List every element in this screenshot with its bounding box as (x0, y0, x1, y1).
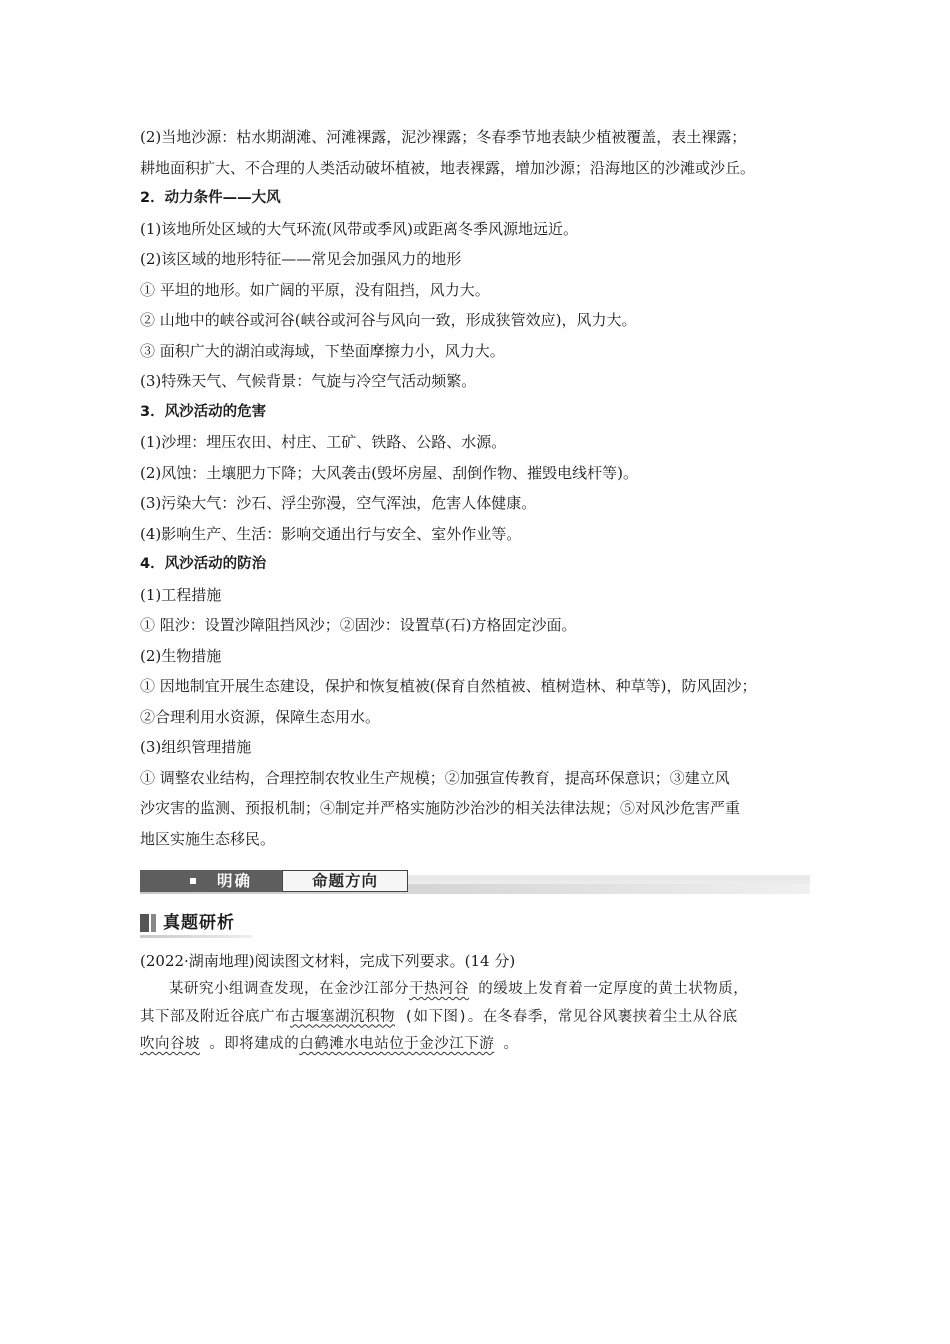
emphasis-underline: 古堰塞湖沉积物 (290, 1008, 395, 1025)
emphasis-underline: 白鹤滩水电站位于金沙江下游 (299, 1036, 495, 1052)
text-line: (2)该区域的地形特征——常见会加强风力的地形 (140, 250, 462, 268)
text-line: ① 阻沙：设置沙障阻挡风沙；②固沙：设置草(石)方格固定沙面。 (140, 616, 577, 634)
emphasis-underline: 吹向谷坡 (140, 1036, 200, 1052)
text-line: (3)特殊天气、气候背景：气旋与冷空气活动频繁。 (140, 372, 477, 390)
text-line: (4)影响生产、生活：影响交通出行与安全、室外作业等。 (140, 524, 522, 543)
text-line: (2)生物措施 (140, 646, 222, 665)
text-line: ③ 面积广大的湖泊或海域，下垫面摩擦力小，风力大。 (140, 341, 505, 360)
text-line: ②合理利用水资源，保障生态用水。 (140, 707, 381, 726)
text-line: ① 平坦的地形。如广阔的平原，没有阻挡，风力大。 (140, 280, 490, 299)
banner-light-tab: 命题方向 (282, 870, 408, 892)
text-line: (1)该地所处区域的大气环流(风带或季风)或距离冬季风源地远近。 (140, 219, 578, 238)
subheading-label: 真题研析 (163, 913, 235, 933)
emphasis-underline: 干热河谷 (409, 981, 469, 997)
text-line: (2)风蚀：土壤肥力下降；大风袭击(毁坏房屋、刮倒作物、摧毁电线杆等)。 (140, 463, 638, 482)
text-line: (3)组织管理措施 (140, 738, 252, 756)
banner-dark-label: 明确 (217, 872, 253, 890)
text-line: (1)沙埋：埋压农田、村庄、工矿、铁路、公路、水源。 (140, 433, 507, 451)
text-line: (3)污染大气：沙石、浮尘弥漫，空气浑浊，危害人体健康。 (140, 494, 537, 512)
section-heading: 2．动力条件——大风 (140, 190, 281, 206)
section-sand-source (140, 122, 820, 183)
banner-dark-tab (140, 870, 282, 892)
section-heading: 3．风沙活动的危害 (140, 403, 267, 420)
question-material (140, 976, 820, 1059)
subheading-underline (140, 935, 252, 938)
text-line: ① 因地制宜开展生态建设，保护和恢复植被(保育自然植被、植树造林、种草等)，防风固沙； (140, 677, 757, 695)
section-hazards (140, 397, 820, 550)
heading-bars-icon (140, 914, 156, 932)
text-line: ① 调整农业结构，合理控制农牧业生产规模；②加强宣传教育，提高环保意识；③建立风 (140, 768, 730, 787)
question-intro: (2022·湖南地理)阅读图文材料，完成下列要求。(14 分) (140, 952, 516, 970)
text-line: ② 山地中的峡谷或河谷(峡谷或河谷与风向一致，形成狭管效应)，风力大。 (140, 311, 637, 329)
text-line: 耕地面积扩大、不合理的人类活动破坏植被，地表裸露，增加沙源；沿海地区的沙滩或沙丘。 (140, 158, 756, 177)
material-line: 某研究小组调查发现，在金沙江部分干热河谷 的缓坡上发育着一定厚度的黄土状物质， (169, 981, 749, 997)
text-line: 沙灾害的监测、预报机制；④制定并严格实施防沙治沙的相关法律法规；⑤对风沙危害严重 (140, 799, 741, 817)
section-prevention (140, 549, 820, 854)
section-heading: 4．风沙活动的防治 (140, 556, 267, 572)
text-line: (2)当地沙源：枯水期湖滩、河滩裸露，泥沙裸露；冬春季节地表缺少植被覆盖，表土裸露； (140, 128, 747, 146)
material-line: 吹向谷坡 。即将建成的白鹤滩水电站位于金沙江下游 。 (140, 1036, 519, 1052)
section-wind-power (140, 183, 820, 397)
text-line: (1)工程措施 (140, 585, 222, 604)
material-line: 其下部及附近谷底广布古堰塞湖沉积物 (如下图)。在冬春季，常见谷风裹挟着尘土从谷底 (140, 1008, 738, 1025)
section-banner (140, 864, 810, 894)
square-bullet-icon (190, 878, 196, 884)
text-line: 地区实施生态移民。 (140, 829, 276, 848)
page-content (140, 122, 820, 1059)
subheading (140, 906, 820, 940)
